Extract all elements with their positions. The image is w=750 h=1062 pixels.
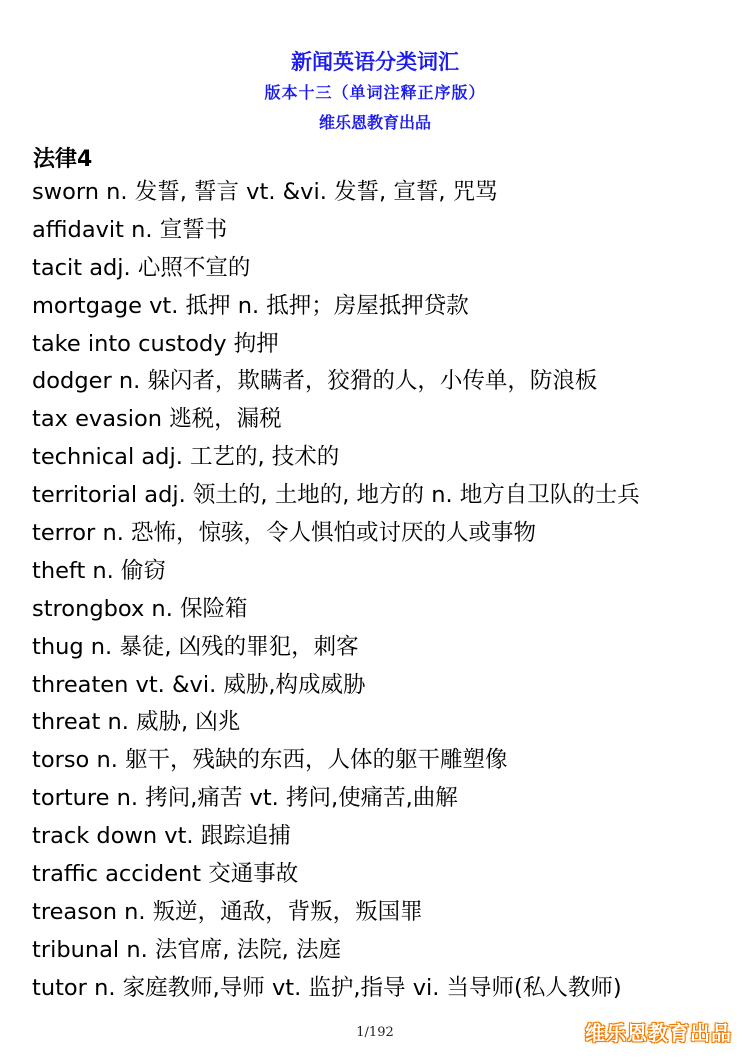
publisher-watermark: 维乐恩教育出品 [585, 1021, 732, 1045]
vocabulary-entry: mortgage vt. 抵押 n. 抵押；房屋抵押贷款 [32, 292, 469, 319]
vocabulary-entry: threat n. 威胁, 凶兆 [32, 709, 241, 736]
vocabulary-entry: torso n. 躯干，残缺的东西，人体的躯干雕塑像 [32, 747, 508, 774]
section-heading: 法律4 [33, 147, 93, 172]
vocabulary-entry: dodger n. 躲闪者，欺瞒者，狡猾的人，小传单，防浪板 [32, 368, 598, 395]
vocabulary-entry: technical adj. 工艺的, 技术的 [32, 444, 340, 471]
vocabulary-entry: tacit adj. 心照不宣的 [32, 254, 251, 281]
vocabulary-entry: treason n. 叛逆，通敌，背叛，叛国罪 [32, 898, 423, 925]
vocabulary-list [32, 174, 640, 1008]
vocabulary-entry: territorial adj. 领土的, 土地的, 地方的 n. 地方自卫队的士兵 [32, 482, 640, 509]
vocabulary-entry: tribunal n. 法官席, 法院, 法庭 [32, 936, 341, 963]
vocabulary-entry: traffic accident 交通事故 [32, 861, 299, 888]
vocabulary-entry: theft n. 偷窃 [32, 557, 166, 584]
vocabulary-entry: strongbox n. 保险箱 [32, 595, 248, 622]
vocabulary-entry: take into custody 拘押 [32, 330, 279, 357]
vocabulary-entry: tax evasion 逃税，漏税 [32, 406, 282, 433]
vocabulary-entry: terror n. 恐怖，惊骇，令人惧怕或讨厌的人或事物 [32, 520, 537, 547]
publisher-line: 维乐恩教育出品 [318, 113, 431, 132]
vocabulary-entry: sworn n. 发誓, 誓言 vt. &vi. 发誓, 宣誓, 咒骂 [32, 179, 498, 205]
vocabulary-entry: tutor n. 家庭教师,导师 vt. 监护,指导 vi. 当导师(私人教师) [32, 974, 622, 1001]
vocabulary-entry: track down vt. 跟踪追捕 [32, 823, 291, 850]
vocabulary-entry: affidavit n. 宣誓书 [32, 216, 228, 243]
document-subtitle: 版本十三（单词注释正序版） [264, 83, 486, 102]
vocabulary-entry: thug n. 暴徒, 凶残的罪犯，刺客 [32, 633, 359, 660]
page-number: 1/192 [356, 1025, 394, 1040]
document-title: 新闻英语分类词汇 [291, 50, 459, 74]
vocabulary-entry: threaten vt. &vi. 威胁,构成威胁 [32, 671, 366, 698]
vocabulary-entry: torture n. 拷问,痛苦 vt. 拷问,使痛苦,曲解 [32, 785, 458, 812]
